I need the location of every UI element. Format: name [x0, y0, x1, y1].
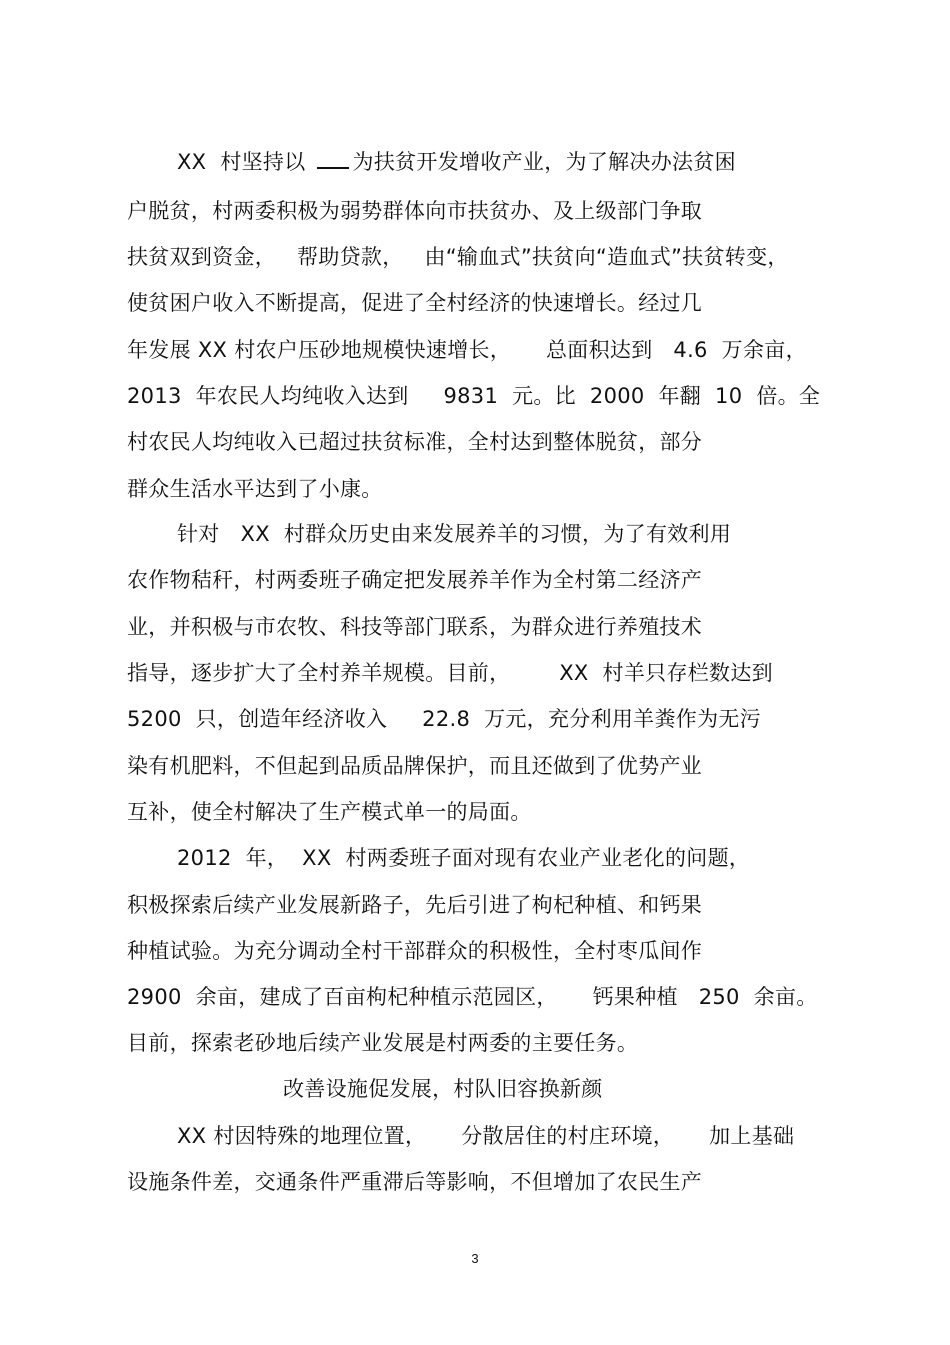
paragraph-1-line-1: [177, 148, 736, 176]
paragraph-3-line-5: 目前，探索老砂地后续产业发展是村两委的主要任务。: [127, 1031, 639, 1055]
paragraph-4-line-1: XX 村因特殊的地理位置， 分散居住的村庄环境， 加上基础: [177, 1124, 795, 1148]
paragraph-3-line-4: 2900 余亩，建成了百亩枸杞种植示范园区， 钙果种植 250 余亩。: [127, 985, 818, 1009]
paragraph-4-line-2: 设施条件差，交通条件严重滞后等影响，不但增加了农民生产: [127, 1170, 703, 1194]
paragraph-3-line-3: 种植试验。为充分调动全村干部群众的积极性，全村枣瓜间作: [127, 939, 703, 963]
paragraph-1-line-4: 使贫困户收入不断提高，促进了全村经济的快速增长。经过几: [127, 291, 703, 315]
paragraph-3-line-1: 2012 年， XX 村两委班子面对现有农业产业老化的问题，: [177, 846, 751, 870]
paragraph-1-line-2: 户脱贫，村两委积极为弱势群体向市扶贫办、及上级部门争取: [127, 199, 703, 223]
paragraph-1-line-7: 村农民人均纯收入已超过扶贫标准，全村达到整体脱贫，部分: [127, 430, 703, 454]
paragraph-1-line-5: 年发展 XX 村农户压砂地规模快速增长， 总面积达到 4.6 万余亩，: [127, 338, 807, 362]
paragraph-2-line-4: 指导，逐步扩大了全村养羊规模。目前， XX 村羊只存栏数达到: [127, 661, 773, 685]
section-heading: 改善设施促发展，村队旧容换新颜: [283, 1077, 603, 1101]
fill-in-blank: [317, 149, 349, 169]
paragraph-2-line-5: 5200 只，创造年经济收入 22.8 万元，充分利用羊粪作为无污: [127, 707, 761, 731]
paragraph-2-line-6: 染有机肥料，不但起到品质品牌保护，而且还做到了优势产业: [127, 754, 703, 778]
paragraph-1-line-6: 2013 年农民人均纯收入达到 9831 元。比 2000 年翻 10 倍。全: [127, 384, 821, 408]
paragraph-2-line-3: 业，并积极与市农牧、科技等部门联系，为群众进行养殖技术: [127, 615, 703, 639]
text-segment: 为扶贫开发增收产业，为了解决办法贫困: [352, 150, 736, 174]
paragraph-2-line-7: 互补，使全村解决了生产模式单一的局面。: [127, 800, 532, 824]
paragraph-3-line-2: 积极探索后续产业发展新路子，先后引进了枸杞种植、和钙果: [127, 893, 703, 917]
text-segment: XX 村坚持以: [177, 150, 306, 174]
paragraph-1-line-3: 扶贫双到资金， 帮助贷款， 由“输血式”扶贫向“造血式”扶贫转变，: [127, 245, 789, 269]
paragraph-1-line-8: 群众生活水平达到了小康。: [127, 477, 383, 501]
page-number: 3: [471, 1251, 479, 1266]
paragraph-2-line-2: 农作物秸秆，村两委班子确定把发展养羊作为全村第二经济产: [127, 568, 703, 592]
paragraph-2-line-1: 针对 XX 村群众历史由来发展养羊的习惯，为了有效利用: [177, 522, 732, 546]
